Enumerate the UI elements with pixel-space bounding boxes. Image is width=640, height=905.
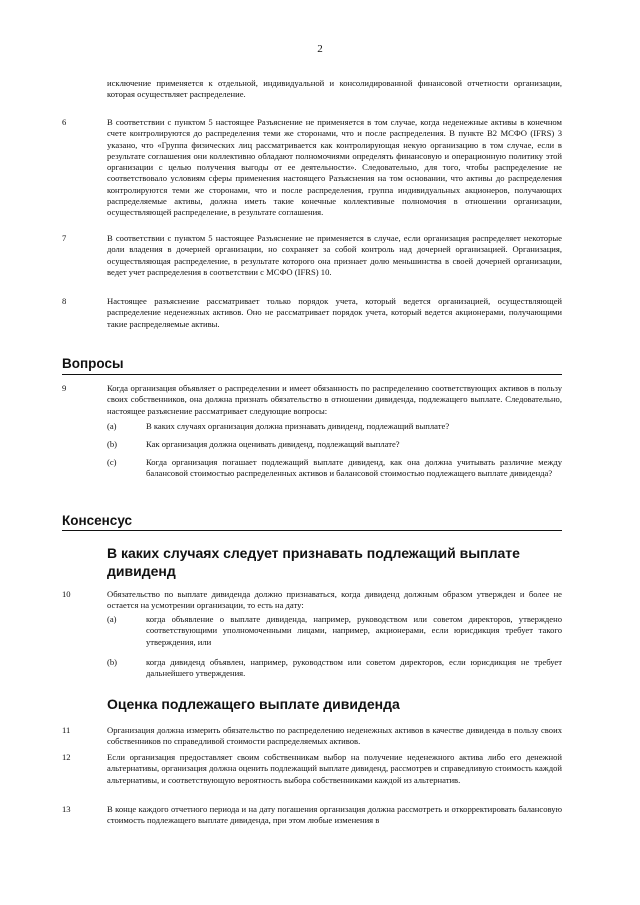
paragraph-number: 11: [62, 725, 71, 735]
paragraph-number: 6: [62, 117, 67, 127]
subheading-measurement: Оценка подлежащего выплате дивиденда: [107, 696, 400, 712]
subheading-recognition: В каких случаях следует признавать подлежащий выплате дивиденд: [107, 545, 520, 579]
item-label: (b): [107, 657, 118, 667]
section-title-consensus: Консенсус: [62, 513, 132, 528]
item-label: (a): [107, 614, 117, 624]
paragraph-number: 12: [62, 752, 71, 762]
intro-continuation: исключение применяется к отдельной, индивидуальной и консолидированной финансовой отчетности организации, которая осуществляет распределение.: [107, 78, 562, 100]
paragraph-12: Если организация предоставляет своим собственникам выбор на получение неденежного актива либо его денежной альтернативы, организация должна оценить подлежащий выплате дивиденд, рассмотрев и справедливую стоимость каждой альтернативы, и соответствующую вероятность выбора собственниками каждой из альтернатив.: [107, 752, 562, 785]
paragraph-number: 10: [62, 589, 71, 599]
question-c: Когда организация погашает подлежащий выплате дивиденд, как она должна учитывать различие между балансовой стоимостью распределенных активов и балансовой стоимостью подлежащего выплате дивиденда?: [146, 457, 562, 479]
paragraph-8: Настоящее разъяснение рассматривает только порядок учета, который ведется организацией, осуществляющей распределение неденежных активов. Оно не рассматривает порядок учета, который ведется акционерами, получающими такие распределяемые активы.: [107, 296, 562, 329]
section-rule: [62, 374, 562, 375]
item-label: (b): [107, 439, 118, 449]
paragraph-number: 9: [62, 383, 67, 393]
paragraph-7: В соответствии с пунктом 5 настоящее Разъяснение не применяется в случае, если организация распределяет некоторые доли владения в дочерней организации, но сохраняет за собой контроль над дочерней организацией. Организация, осуществляющая распределение, в результате которого она признает долю меньшинства в своей дочерней организации, ведет учет распределения в соответствии с МСФО (IFRS) 10.: [107, 233, 562, 277]
recognition-b: когда дивиденд объявлен, например, руководством или советом директоров, если юрисдикция не требует дальнейшего утверждения.: [146, 657, 562, 679]
item-label: (a): [107, 421, 117, 431]
paragraph-number: 7: [62, 233, 67, 243]
paragraph-6: В соответствии с пунктом 5 настоящее Разъяснение не применяется в том случае, когда неденежные активы в конечном счете контролируются до распределения теми же сторонами, что и после распределения. В пункте B2 МСФО (IFRS) 3 указано, что «Группа физических лиц рассматривается как контролирующая некую организацию в том случае, если в результате соглашения они коллективно обладают полномочиями определять финансовую и операционную политику этой организации с целью получения выгоды от ее деятельности». Следовательно, для того, чтобы распределение не соответствовало условиям сферы применения настоящего Разъяснения на том основании, что активы до распределения контролируются теми же сторонами, что и после распределения, группа индивидуальных акционеров, получающих распределяемые активы, должна иметь такие конечные коллективные полномочия в отношении организации, осуществляющей распределение, в результате соглашения.: [107, 117, 562, 218]
paragraph-number: 8: [62, 296, 67, 306]
question-a: В каких случаях организация должна признавать дивиденд, подлежащий выплате?: [146, 421, 450, 431]
paragraph-11: Организация должна измерить обязательство по распределению неденежных активов в качестве дивиденда в пользу своих собственников по справедливой стоимости распределяемых активов.: [107, 725, 562, 747]
page-number: 2: [317, 43, 323, 55]
item-label: (c): [107, 457, 117, 467]
paragraph-10: Обязательство по выплате дивиденда должно признаваться, когда дивиденд должным образом утвержден и более не остается на усмотрении организации, то есть на дату:: [107, 589, 562, 611]
paragraph-number: 13: [62, 804, 71, 814]
section-rule: [62, 530, 562, 531]
question-b: Как организация должна оценивать дивиденд, подлежащий выплате?: [146, 439, 400, 449]
paragraph-13: В конце каждого отчетного периода и на дату погашения организация должна рассмотреть и откорректировать балансовую стоимость подлежащего выплате дивиденда, при этом любые изменения в: [107, 804, 562, 826]
recognition-a: когда объявление о выплате дивиденда, например, руководством или советом директоров, утверждено соответствующими уполномоченными лицами, например, акционерами, если юрисдикция требует такого утверждения, или: [146, 614, 562, 647]
paragraph-9: Когда организация объявляет о распределении и имеет обязанность по распределению соответствующих активов в пользу своих собственников, она должна признать обязательство в отношении дивиденда, подлежащего выплате. Следовательно, настоящее разъяснение рассматривает следующие вопросы:: [107, 383, 562, 416]
section-title-questions: Вопросы: [62, 356, 124, 371]
